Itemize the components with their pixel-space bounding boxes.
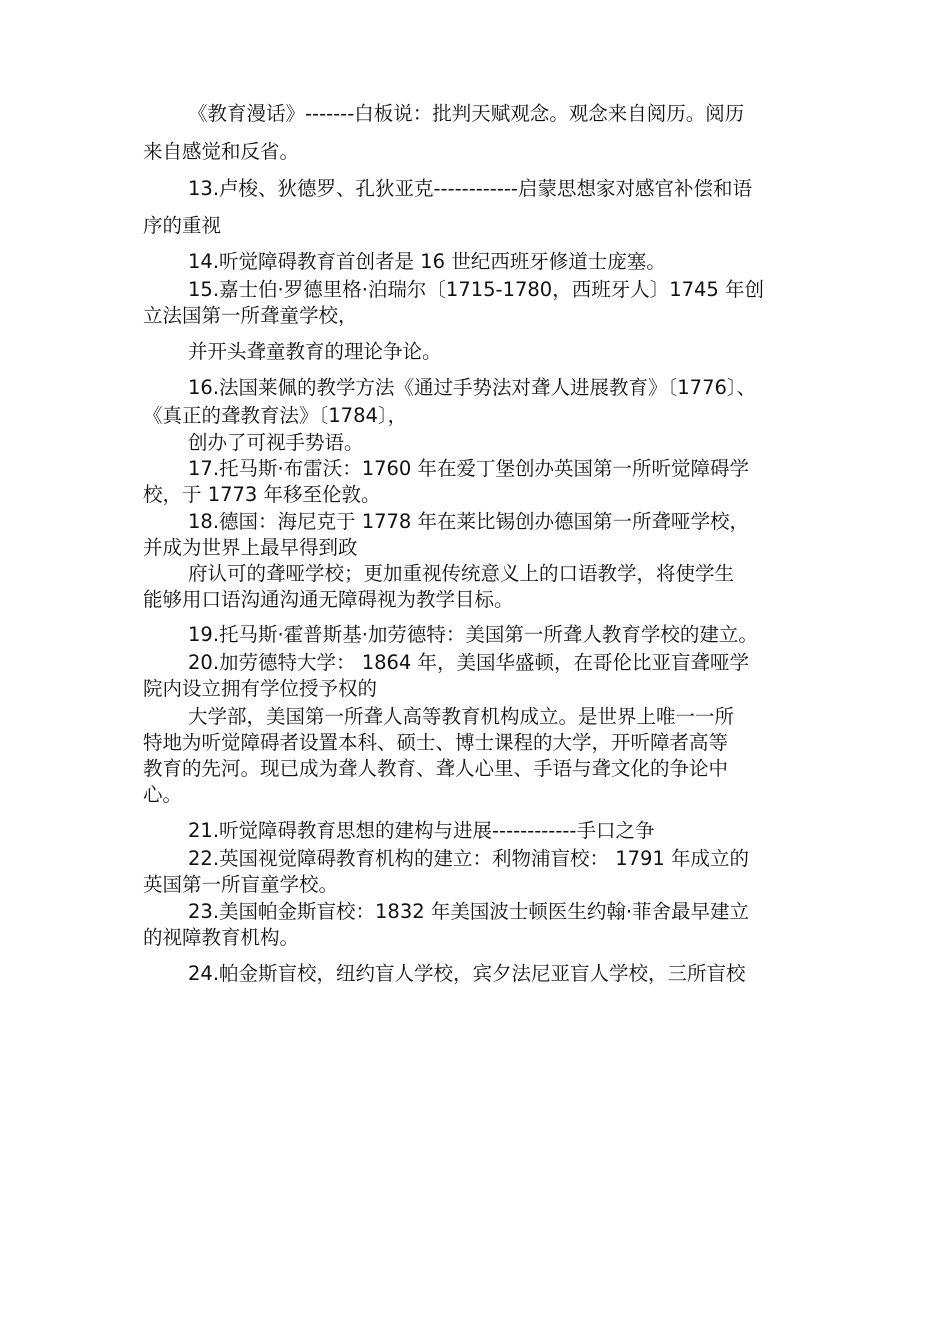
text-line: 教育的先河。现已成为聋人教育、聋人心里、手语与聋文化的争论中 — [143, 757, 729, 780]
text-line: 《教育漫话》-------白板说：批判天赋观念。观念来自阅历。阅历 — [188, 102, 745, 125]
text-line: 18.德国：海尼克于 1778 年在莱比锡创办德国第一所聋哑学校， — [188, 510, 750, 533]
text-line: 《真正的聋教育法》〔1784〕， — [143, 404, 408, 427]
text-line: 英国第一所盲童学校。 — [143, 873, 339, 896]
text-line: 府认可的聋哑学校；更加重视传统意义上的口语教学，将使学生 — [188, 562, 735, 585]
text-line: 并成为世界上最早得到政 — [143, 536, 358, 559]
text-line: 能够用口语沟通沟通无障碍视为教学目标。 — [143, 588, 514, 611]
text-line: 并开头聋童教育的理论争论。 — [188, 340, 442, 363]
text-line: 17.托马斯·布雷沃：1760 年在爱丁堡创办英国第一所听觉障碍学 — [188, 457, 750, 480]
text-line: 13.卢梭、狄德罗、孔狄亚克------------启蒙思想家对感官补偿和语 — [188, 177, 752, 200]
text-line: 19.托马斯·霍普斯基·加劳德特：美国第一所聋人教育学校的建立。 — [188, 623, 758, 646]
text-line: 的视障教育机构。 — [143, 926, 300, 949]
text-line: 16.法国莱佩的教学方法《通过手势法对聋人进展教育》〔1776〕、 — [188, 376, 757, 399]
text-line: 特地为听觉障碍者设置本科、硕士、博士课程的大学，开听障者高等 — [143, 731, 729, 754]
text-line: 23.美国帕金斯盲校：1832 年美国波士顿医生约翰·菲舍最早建立 — [188, 900, 750, 923]
text-line: 序的重视 — [143, 214, 222, 237]
text-line: 来自感觉和反省。 — [143, 140, 300, 163]
text-line: 20.加劳德特大学： 1864 年，美国华盛顿，在哥伦比亚盲聋哑学 — [188, 651, 750, 674]
text-line: 大学部，美国第一所聋人高等教育机构成立。是世界上唯一一所 — [188, 705, 735, 728]
text-line: 心。 — [143, 783, 183, 806]
text-line: 立法国第一所聋童学校， — [143, 304, 358, 327]
text-line: 院内设立拥有学位授予权的 — [143, 677, 378, 700]
text-line: 24.帕金斯盲校，纽约盲人学校，宾夕法尼亚盲人学校，三所盲校 — [188, 962, 746, 985]
text-line: 创办了可视手势语。 — [188, 431, 364, 454]
text-line: 校，于 1773 年移至伦敦。 — [143, 483, 381, 506]
text-line: 14.听觉障碍教育首创者是 16 世纪西班牙修道士庞塞。 — [188, 250, 666, 273]
text-line: 15.嘉士伯·罗德里格·泊瑞尔〔1715-1780，西班牙人〕1745 年创 — [188, 278, 765, 301]
text-line: 22.英国视觉障碍教育机构的建立：利物浦盲校： 1791 年成立的 — [188, 847, 750, 870]
text-line: 21.听觉障碍教育思想的建构与进展------------手口之争 — [188, 819, 655, 842]
